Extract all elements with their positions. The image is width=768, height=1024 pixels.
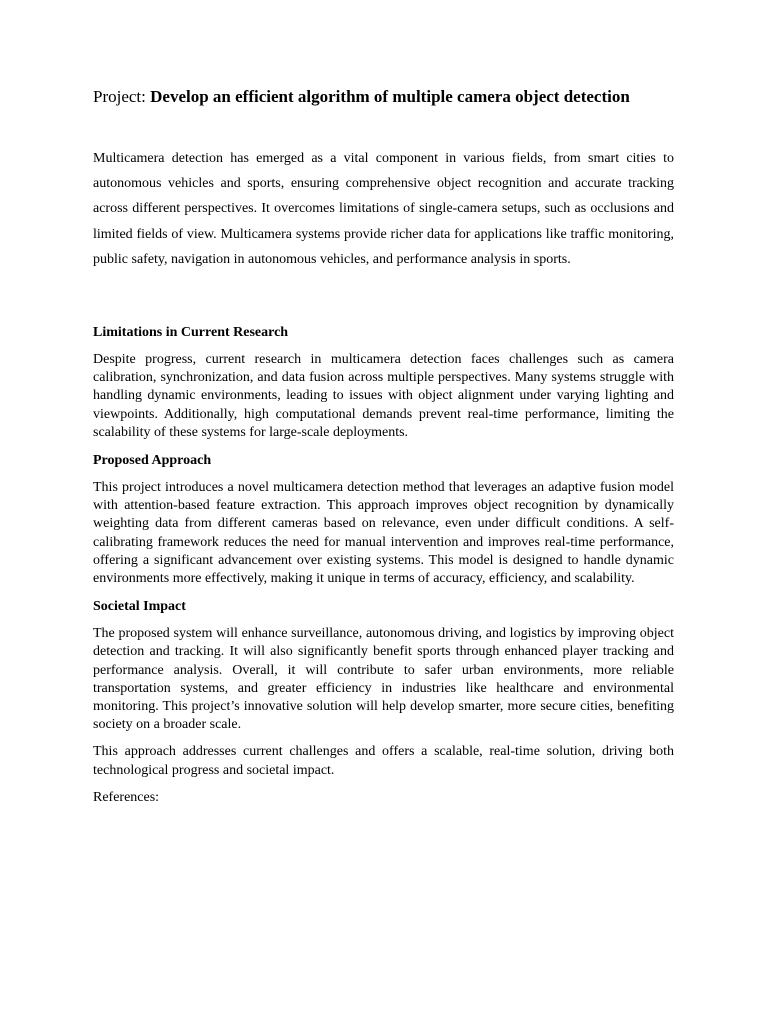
title-prefix: Project: xyxy=(93,87,151,106)
section-heading-limitations: Limitations in Current Research xyxy=(93,325,289,340)
section-heading-proposed-approach: Proposed Approach xyxy=(93,453,212,469)
title-main: Develop an efficient algorithm of multiple camera object detection xyxy=(150,87,630,106)
section-heading-societal-impact: Societal Impact xyxy=(93,599,186,615)
references-label: References: xyxy=(93,789,160,805)
document-body xyxy=(93,323,674,816)
document-title xyxy=(93,86,674,108)
section-body-proposed-approach: This project introduces a novel multicamera detection method that leverages an adaptive fusion model with attention-based feature extraction. This approach improves object recognition by dynamically weighting data from different cameras based on relevance, even under difficult conditions. A self-calibrating framework reduces the need for manual intervention and improves real-time performance, offering a significant advancement over existing systems. This model is designed to handle dynamic environments more effectively, making it unique in terms of accuracy, efficiency, and scalability. xyxy=(93,480,674,587)
section-body-limitations: Despite progress, current research in multicamera detection faces challenges such as camera calibration, synchronization, and data fusion across multiple perspectives. Many systems struggle with handling dynamic environments, leading to issues with object alignment under varying lighting and viewpoints. Additionally, high computational demands prevent real-time performance, limiting the scalability of these systems for large-scale deployments. xyxy=(93,352,674,440)
intro-paragraph: Multicamera detection has emerged as a vital component in various fields, from smart cities to autonomous vehicles and sports, ensuring comprehensive object recognition and accurate tracking across different perspectives. It overcomes limitations of single-camera setups, such as occlusions and limited fields of view. Multicamera systems provide richer data for applications like traffic monitoring, public safety, navigation in autonomous vehicles, and performance analysis in sports. xyxy=(93,151,674,267)
section-body-societal-impact: The proposed system will enhance surveillance, autonomous driving, and logistics by improving object detection and tracking. It will also significantly benefit sports through enhanced player tracking and performance analysis. Overall, it will contribute to safer urban environments, more reliable transportation systems, and greater efficiency in industries like healthcare and environmental monitoring. This project’s innovative solution will help develop smarter, more secure cities, benefiting society on a broader scale. xyxy=(93,626,674,733)
closing-paragraph: This approach addresses current challenges and offers a scalable, real-time solution, driving both technological progress and societal impact. xyxy=(93,744,674,778)
